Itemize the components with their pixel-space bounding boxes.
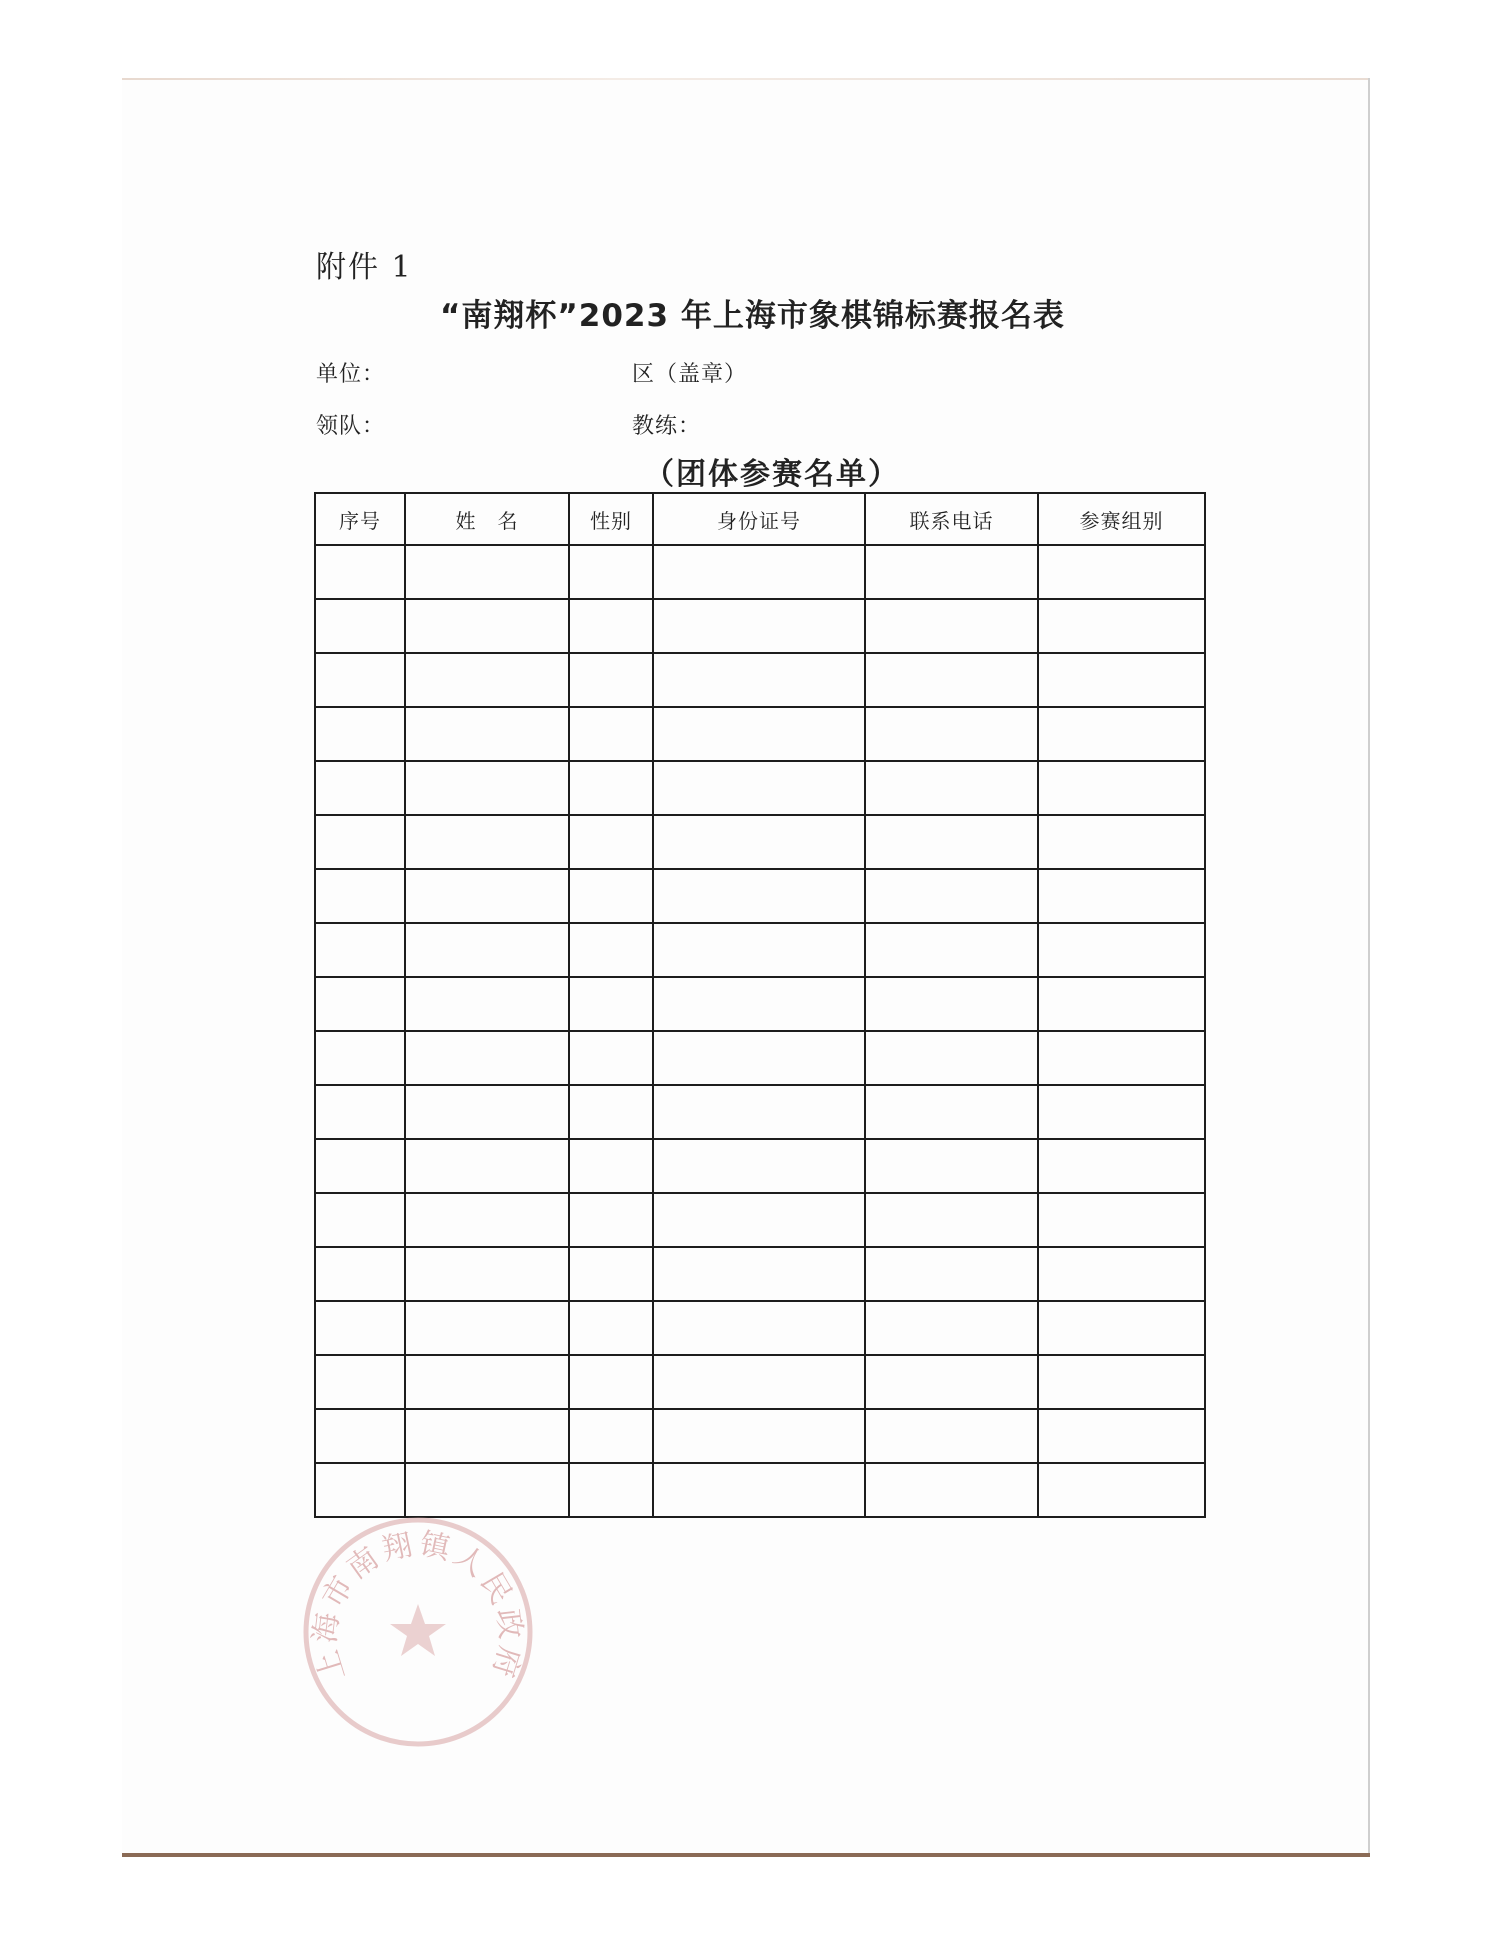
table-cell[interactable] [1038, 599, 1205, 653]
table-cell[interactable] [1038, 1463, 1205, 1517]
table-header-row [315, 493, 1205, 545]
table-cell[interactable] [569, 653, 653, 707]
table-row [315, 1247, 1205, 1301]
table-row [315, 653, 1205, 707]
table-cell[interactable] [653, 761, 865, 815]
table-row [315, 1031, 1205, 1085]
table-cell[interactable] [865, 923, 1038, 977]
table-cell[interactable] [1038, 1193, 1205, 1247]
table-cell[interactable] [405, 707, 569, 761]
table-row [315, 1463, 1205, 1517]
table-row [315, 1355, 1205, 1409]
table-cell[interactable] [569, 545, 653, 599]
table-cell[interactable] [865, 1301, 1038, 1355]
table-cell[interactable] [315, 707, 405, 761]
table-row [315, 1085, 1205, 1139]
table-cell[interactable] [405, 923, 569, 977]
table-cell[interactable] [405, 1193, 569, 1247]
table-cell[interactable] [315, 869, 405, 923]
table-cell[interactable] [653, 653, 865, 707]
table-cell[interactable] [405, 761, 569, 815]
table-cell[interactable] [569, 815, 653, 869]
table-cell[interactable] [315, 1193, 405, 1247]
table-cell[interactable] [315, 599, 405, 653]
table-cell[interactable] [315, 1085, 405, 1139]
table-cell[interactable] [865, 599, 1038, 653]
table-cell[interactable] [865, 1463, 1038, 1517]
table-row [315, 815, 1205, 869]
table-cell[interactable] [1038, 1301, 1205, 1355]
table-row [315, 545, 1205, 599]
table-cell[interactable] [865, 815, 1038, 869]
table-row [315, 1139, 1205, 1193]
table-row [315, 707, 1205, 761]
paper-top-edge [122, 78, 1368, 80]
column-header-id-number: 身份证号 [653, 493, 865, 545]
table-cell[interactable] [653, 1409, 865, 1463]
table-cell[interactable] [315, 977, 405, 1031]
unit-label: 单位： [316, 362, 386, 387]
table-cell[interactable] [865, 653, 1038, 707]
table-cell[interactable] [653, 1355, 865, 1409]
table-cell[interactable] [865, 977, 1038, 1031]
table-cell[interactable] [865, 707, 1038, 761]
table-cell[interactable] [865, 545, 1038, 599]
table-cell[interactable] [1038, 815, 1205, 869]
table-cell[interactable] [653, 1085, 865, 1139]
table-cell[interactable] [1038, 923, 1205, 977]
table-cell[interactable] [405, 1463, 569, 1517]
table-cell[interactable] [405, 1247, 569, 1301]
seal-star-icon [390, 1604, 446, 1656]
table-cell[interactable] [315, 1409, 405, 1463]
table-cell[interactable] [405, 653, 569, 707]
table-cell[interactable] [653, 977, 865, 1031]
table-cell[interactable] [569, 1301, 653, 1355]
table-cell[interactable] [405, 599, 569, 653]
table-cell[interactable] [653, 1193, 865, 1247]
table-cell[interactable] [315, 1301, 405, 1355]
table-cell[interactable] [569, 1463, 653, 1517]
table-cell[interactable] [405, 869, 569, 923]
table-cell[interactable] [1038, 1355, 1205, 1409]
table-cell[interactable] [569, 977, 653, 1031]
table-cell[interactable] [569, 599, 653, 653]
table-cell[interactable] [865, 1193, 1038, 1247]
table-cell[interactable] [1038, 869, 1205, 923]
table-cell[interactable] [653, 869, 865, 923]
table-row [315, 1301, 1205, 1355]
table-cell[interactable] [865, 1031, 1038, 1085]
table-cell[interactable] [865, 1409, 1038, 1463]
column-header-group: 参赛组别 [1038, 493, 1205, 545]
table-cell[interactable] [315, 761, 405, 815]
form-title: “南翔杯”2023 年上海市象棋锦标赛报名表 [440, 298, 1065, 334]
table-cell[interactable] [569, 1193, 653, 1247]
table-row [315, 599, 1205, 653]
column-header-gender: 性别 [569, 493, 653, 545]
table-cell[interactable] [1038, 761, 1205, 815]
table-row [315, 923, 1205, 977]
table-cell[interactable] [653, 707, 865, 761]
column-header-index: 序号 [315, 493, 405, 545]
table-cell[interactable] [405, 1139, 569, 1193]
table-cell[interactable] [315, 1463, 405, 1517]
table-row [315, 977, 1205, 1031]
table-cell[interactable] [1038, 1409, 1205, 1463]
table-cell[interactable] [865, 1085, 1038, 1139]
table-cell[interactable] [865, 1247, 1038, 1301]
table-cell[interactable] [865, 1139, 1038, 1193]
table-cell[interactable] [569, 1247, 653, 1301]
team-roster-table [314, 492, 1206, 1518]
table-cell[interactable] [315, 1247, 405, 1301]
table-cell[interactable] [865, 761, 1038, 815]
table-cell[interactable] [569, 1085, 653, 1139]
table-cell[interactable] [405, 1031, 569, 1085]
table-cell[interactable] [569, 1409, 653, 1463]
column-header-phone: 联系电话 [865, 493, 1038, 545]
table-cell[interactable] [569, 1031, 653, 1085]
table-cell[interactable] [1038, 545, 1205, 599]
table-cell[interactable] [569, 707, 653, 761]
table-cell[interactable] [315, 653, 405, 707]
seal-text: 上海市南翔镇人民政府 [307, 1526, 529, 1685]
table-cell[interactable] [315, 1139, 405, 1193]
table-cell[interactable] [569, 1139, 653, 1193]
table-row [315, 869, 1205, 923]
paper-bottom-edge [122, 1853, 1370, 1857]
table-cell[interactable] [405, 1085, 569, 1139]
table-cell[interactable] [653, 1301, 865, 1355]
table-cell[interactable] [1038, 1139, 1205, 1193]
table-cell[interactable] [653, 815, 865, 869]
table-cell[interactable] [1038, 1247, 1205, 1301]
table-cell[interactable] [405, 1409, 569, 1463]
table-cell[interactable] [569, 1355, 653, 1409]
table-cell[interactable] [1038, 707, 1205, 761]
table-cell[interactable] [405, 815, 569, 869]
table-cell[interactable] [653, 599, 865, 653]
team-leader-label: 领队： [316, 414, 386, 439]
attachment-label: 附件 1 [316, 250, 413, 285]
table-cell[interactable] [653, 1031, 865, 1085]
table-cell[interactable] [653, 1247, 865, 1301]
table-body [315, 545, 1205, 1517]
table-cell[interactable] [1038, 653, 1205, 707]
table-cell[interactable] [405, 545, 569, 599]
district-seal-label: 区（盖章） [632, 362, 748, 387]
table-cell[interactable] [405, 1355, 569, 1409]
table-cell[interactable] [405, 1301, 569, 1355]
table-cell[interactable] [653, 1139, 865, 1193]
table-cell[interactable] [405, 977, 569, 1031]
table-cell[interactable] [865, 1355, 1038, 1409]
section-title: （团体参赛名单） [644, 457, 900, 492]
table-cell[interactable] [1038, 977, 1205, 1031]
official-seal-stamp [298, 1512, 538, 1752]
table-cell[interactable] [1038, 1085, 1205, 1139]
table-cell[interactable] [653, 1463, 865, 1517]
table-cell[interactable] [315, 815, 405, 869]
table-cell[interactable] [569, 923, 653, 977]
table-cell[interactable] [315, 1031, 405, 1085]
table-cell[interactable] [315, 1355, 405, 1409]
table-cell[interactable] [569, 761, 653, 815]
table-cell[interactable] [865, 869, 1038, 923]
table-row [315, 761, 1205, 815]
coach-label: 教练： [632, 414, 702, 439]
table-row [315, 1193, 1205, 1247]
table-row [315, 1409, 1205, 1463]
table-cell[interactable] [315, 923, 405, 977]
table-cell[interactable] [653, 923, 865, 977]
table-cell[interactable] [569, 869, 653, 923]
table-cell[interactable] [1038, 1031, 1205, 1085]
table-cell[interactable] [653, 545, 865, 599]
table-cell[interactable] [315, 545, 405, 599]
column-header-name: 姓 名 [405, 493, 569, 545]
